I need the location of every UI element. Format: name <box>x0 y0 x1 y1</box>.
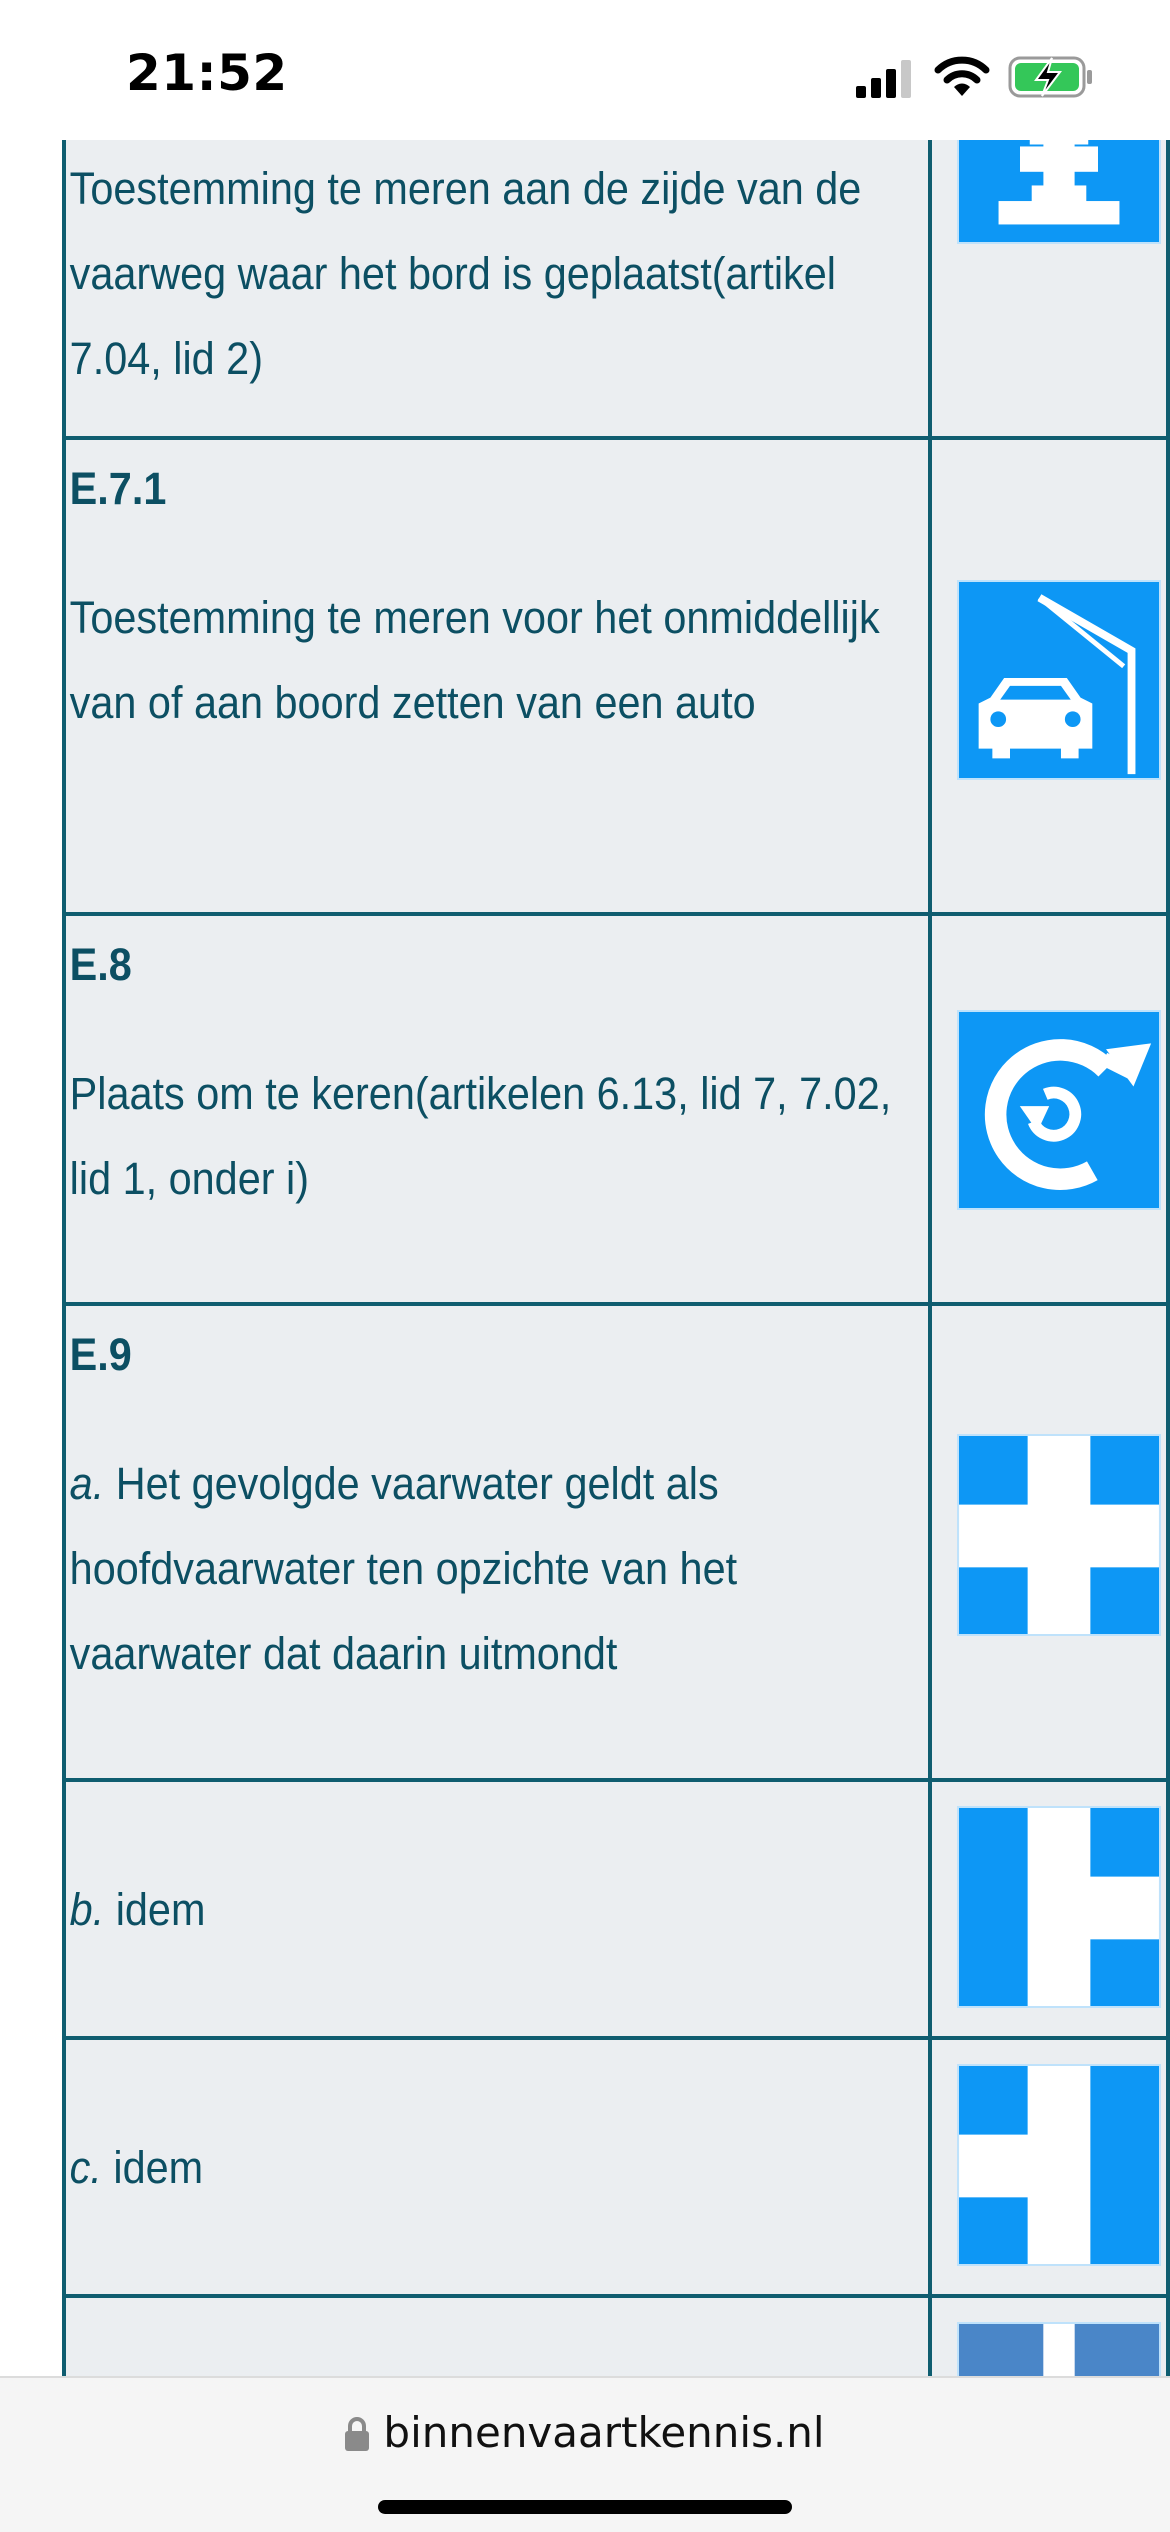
table-row <box>64 140 1168 438</box>
lock-icon <box>345 2417 369 2451</box>
partial-sign-icon <box>957 2322 1161 2376</box>
signal-icon <box>856 58 914 98</box>
table-row <box>64 914 1168 1304</box>
junction-right-sign-icon <box>957 1806 1161 2008</box>
sign-code: E.7.1 <box>69 463 167 514</box>
sign-code: E.8 <box>69 939 132 990</box>
url-text: binnenvaartkennis.nl <box>383 2408 825 2457</box>
sign-table-container[interactable] <box>0 140 1170 2376</box>
sign-table <box>62 140 1170 2376</box>
sign-description: Het gevolgde vaarwater geldt als hoofdvaarwater ten opzichte van het vaarwater dat daarin uitmondt <box>69 1458 738 1679</box>
item-letter: a. <box>69 1458 105 1509</box>
sign-code: E.9 <box>69 1329 132 1380</box>
sign-description: Toestemming te meren voor het onmiddellijk van of aan boord zetten van een auto <box>69 592 880 728</box>
sign-description: Toestemming te meren aan de zijde van de vaarweg waar het bord is geplaatst(artikel 7.04, lid 2) <box>69 163 862 384</box>
sign-description: idem <box>104 1883 206 1935</box>
table-row <box>64 2296 1168 2376</box>
status-bar <box>0 0 1170 140</box>
item-letter: c. <box>69 2141 102 2193</box>
table-row <box>64 438 1168 914</box>
wifi-icon <box>934 54 990 98</box>
status-time: 21:52 <box>126 44 288 102</box>
item-letter: b. <box>69 1883 105 1935</box>
junction-left-sign-icon <box>957 2064 1161 2266</box>
sign-description: Plaats om te keren(artikelen 6.13, lid 7, 7.02, lid 1, onder i) <box>69 1068 892 1204</box>
crossroads-sign-icon <box>957 1434 1161 1636</box>
address-bar[interactable] <box>0 2408 1170 2457</box>
car-loading-sign-icon <box>957 580 1161 780</box>
sign-description: idem <box>101 2141 204 2193</box>
table-row <box>64 1780 1168 2038</box>
turning-place-sign-icon <box>957 1010 1161 1210</box>
home-indicator[interactable] <box>378 2500 792 2514</box>
table-row <box>64 1304 1168 1780</box>
battery-charging-icon <box>1008 54 1094 100</box>
bollard-sign-icon <box>957 140 1161 244</box>
browser-bottom-bar <box>0 2376 1170 2532</box>
table-row <box>64 2038 1168 2296</box>
